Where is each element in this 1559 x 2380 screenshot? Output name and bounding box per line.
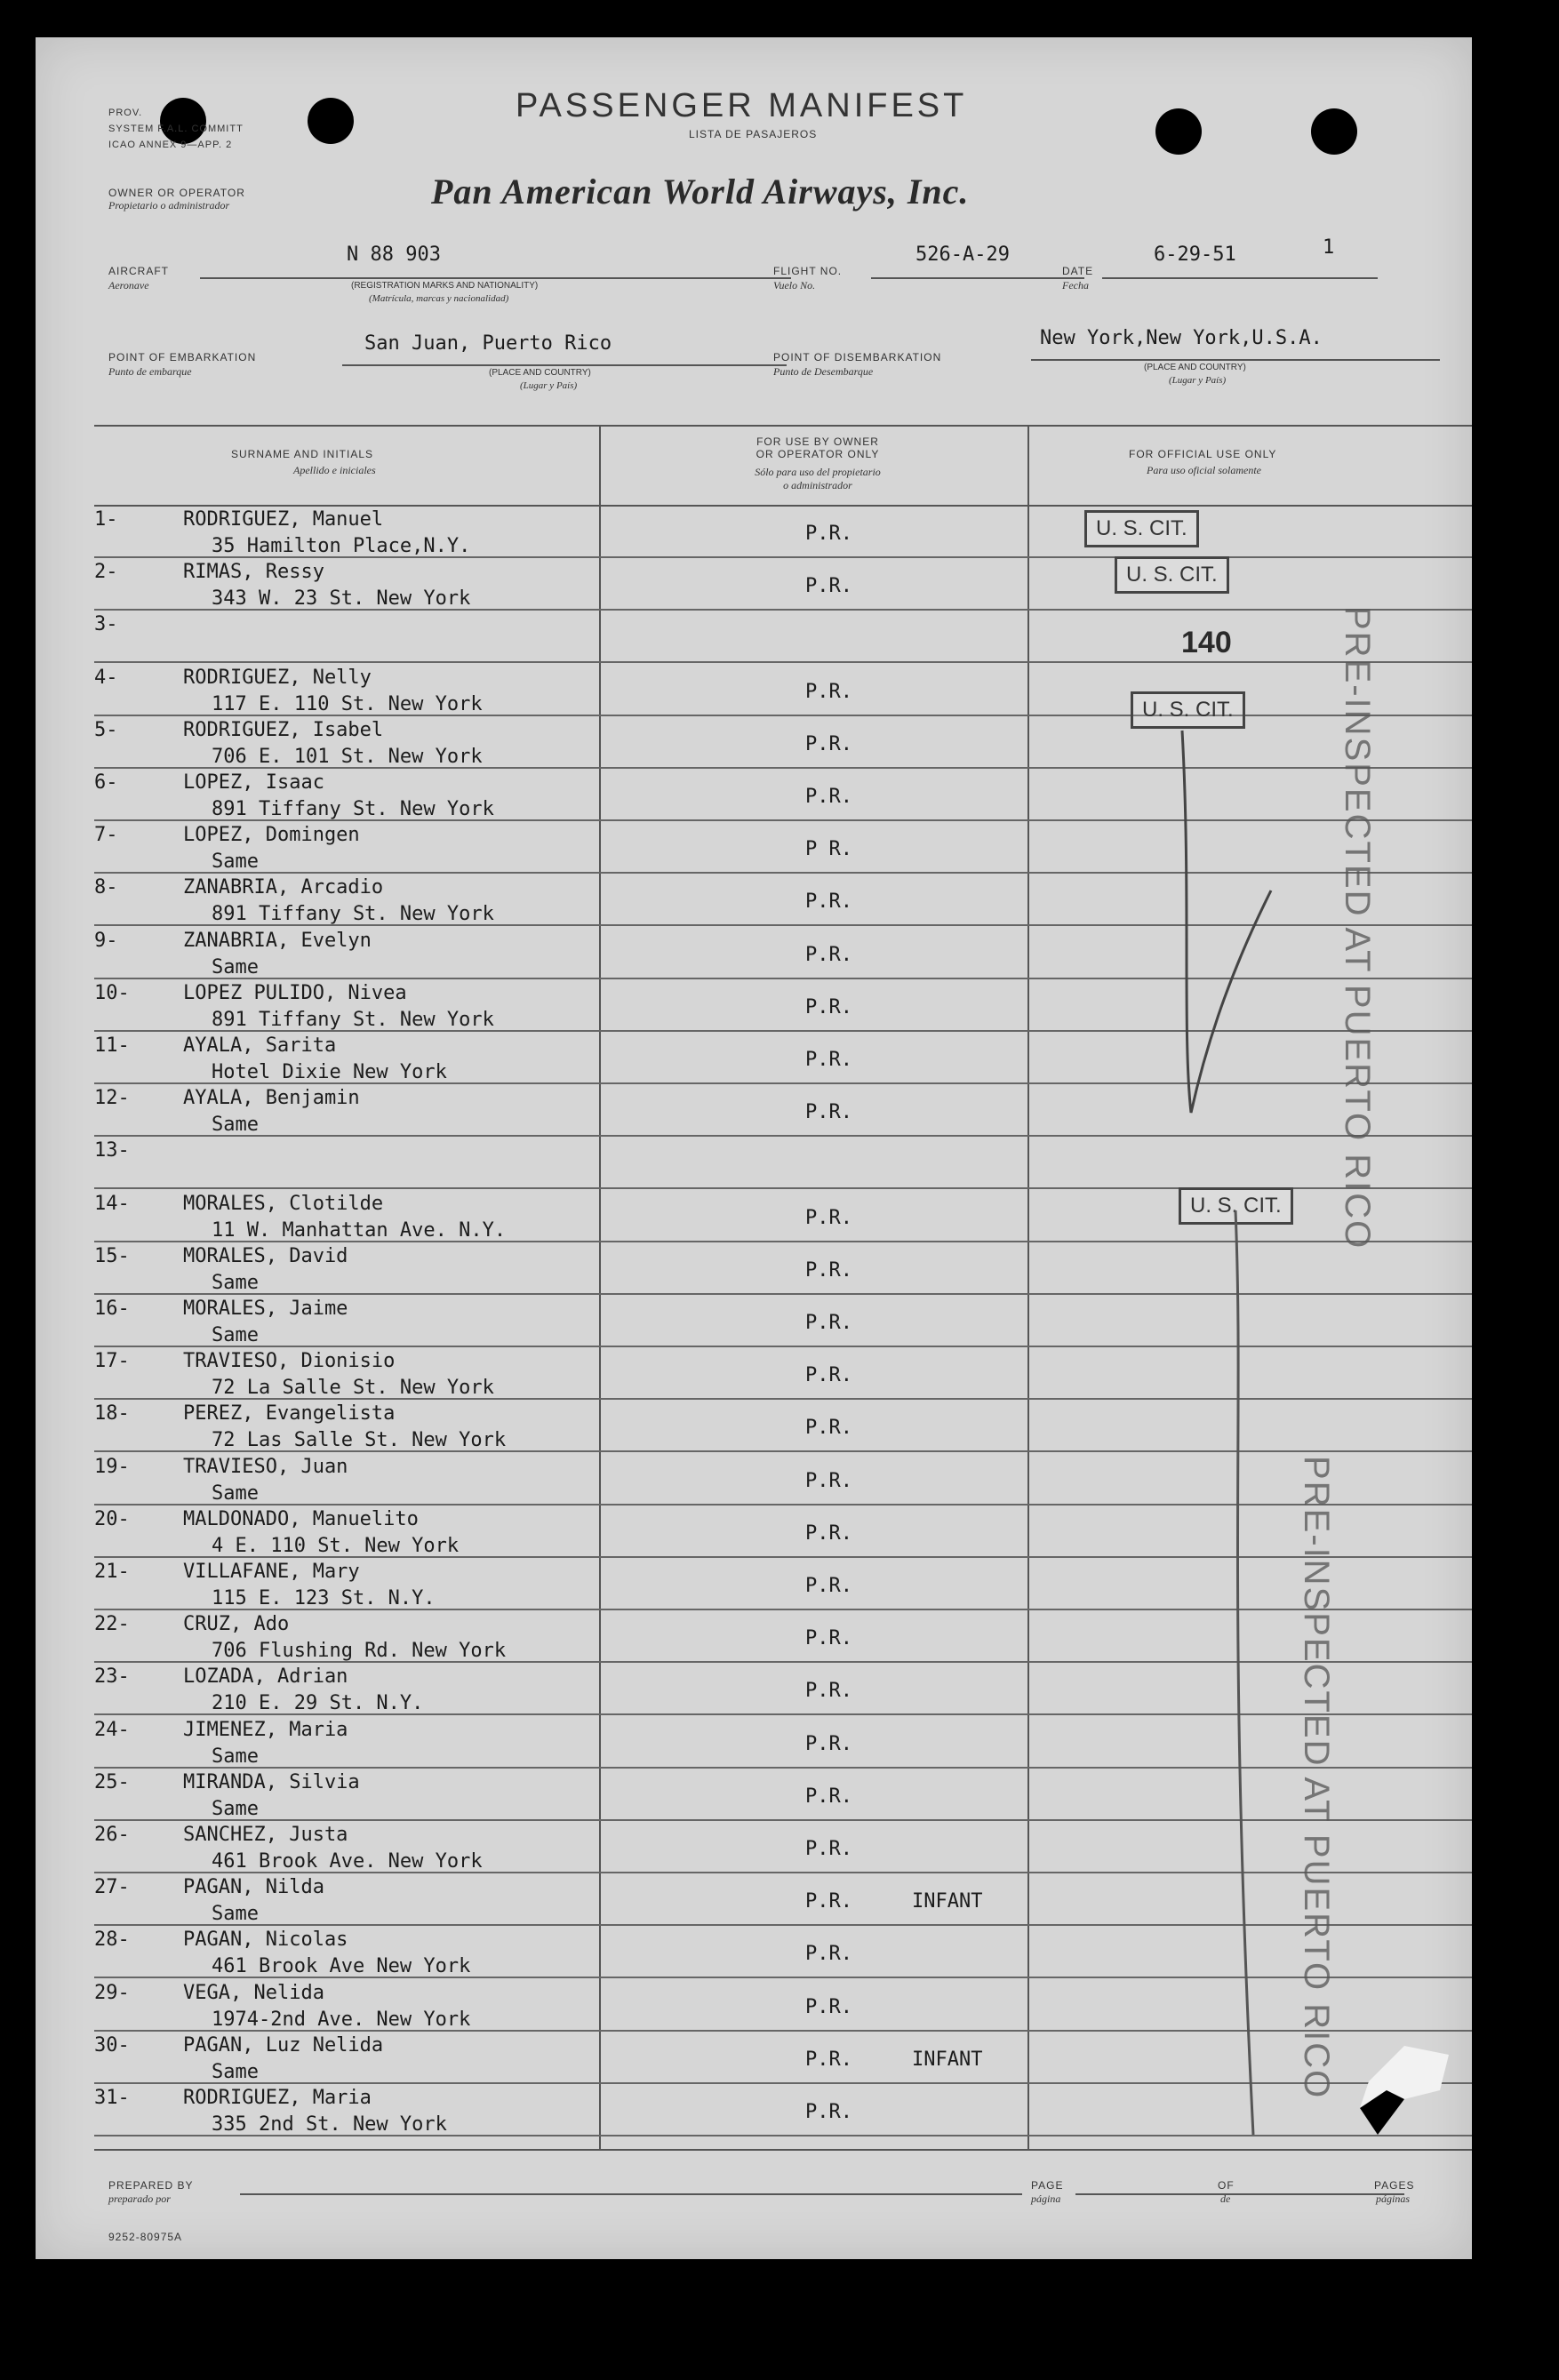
registration-value: N 88 903 [347, 244, 441, 266]
operator-code: P.R. [805, 732, 852, 755]
us-citizen-stamp: U. S. CIT. [1084, 510, 1199, 547]
passenger-address: Same [212, 851, 259, 874]
row-number: 12- [94, 1087, 130, 1110]
passenger-address: Hotel Dixie New York [212, 1061, 447, 1083]
embark-label-es: Punto de embarque [108, 365, 192, 378]
row-number: 13- [94, 1139, 130, 1162]
passenger-address: 891 Tiffany St. New York [212, 1008, 494, 1031]
flight-date: 6-29-51 [1154, 244, 1236, 266]
operator-code: P.R. [805, 1417, 852, 1440]
date-label-es: Fecha [1062, 279, 1089, 292]
embark-place-caption-es: (Lugar y País) [520, 380, 578, 391]
row-number: 2- [94, 561, 118, 584]
operator-code: P.R. [805, 891, 852, 914]
operator-code: P.R. [805, 2048, 852, 2071]
passenger-name: MALDONADO, Manuelito [183, 1507, 419, 1530]
pages-label-es: páginas [1376, 2192, 1411, 2205]
passenger-name: MORALES, Clotilde [183, 1192, 384, 1215]
footer-rule [94, 2149, 1472, 2151]
operator-code: P.R. [805, 1943, 852, 1966]
punch-hole [308, 98, 354, 144]
passenger-name: PAGAN, Nilda [183, 1876, 324, 1899]
table-top-rule [94, 425, 1472, 427]
row-number: 3- [94, 613, 118, 636]
passenger-address: Same [212, 1745, 259, 1768]
row-number: 15- [94, 1244, 130, 1267]
passenger-address: 115 E. 123 St. N.Y. [212, 1587, 436, 1609]
column-header-operator-es: Sólo para uso del propietario o administrador [755, 466, 881, 491]
operator-code: P.R. [805, 786, 852, 808]
passenger-address: 117 E. 110 St. New York [212, 692, 483, 715]
row-number: 25- [94, 1770, 130, 1793]
row-number: 20- [94, 1507, 130, 1530]
passenger-name: LOPEZ, Domingen [183, 824, 360, 847]
row-number: 9- [94, 929, 118, 952]
column-header-operator: FOR USE BY OWNER OR OPERATOR ONLY [756, 435, 880, 460]
column-header-official: FOR OFFICIAL USE ONLY [1129, 448, 1277, 460]
passenger-name: ZANABRIA, Arcadio [183, 876, 384, 899]
passenger-name: RODRIGUEZ, Maria [183, 2087, 372, 2109]
operator-code: P.R. [805, 1469, 852, 1492]
operator-code: P.R. [805, 943, 852, 966]
operator-code: P.R. [805, 1521, 852, 1545]
embark-label: POINT OF EMBARKATION [108, 351, 257, 363]
passenger-name: AYALA, Benjamin [183, 1087, 360, 1110]
column-header-surname: SURNAME AND INITIALS [231, 448, 374, 460]
embark-place-caption: (PLACE AND COUNTRY) [489, 368, 591, 378]
punch-hole [1311, 108, 1357, 155]
passenger-name: RODRIGUEZ, Nelly [183, 666, 372, 689]
form-number: 9252-80975A [108, 2231, 183, 2243]
row-number: 8- [94, 876, 118, 899]
row-number: 24- [94, 1718, 130, 1741]
page-label-es: página [1031, 2192, 1061, 2205]
operator-code: P.R. [805, 1258, 852, 1282]
pages-label: PAGES [1374, 2179, 1415, 2192]
row-number: 11- [94, 1034, 130, 1057]
operator-code: P.R. [805, 1206, 852, 1229]
operator-code: P.R. [805, 1364, 852, 1387]
row-number: 1- [94, 508, 118, 531]
row-number: 29- [94, 1981, 130, 2004]
owner-label-es: Propietario o administrador [108, 199, 230, 212]
punch-hole [1155, 108, 1202, 155]
row-number: 4- [94, 666, 118, 689]
of-label-es: de [1220, 2192, 1231, 2205]
row-number: 16- [94, 1298, 130, 1320]
registration-caption: (REGISTRATION MARKS AND NATIONALITY) [351, 281, 539, 291]
operator-code: P.R. [805, 1627, 852, 1650]
row-rule [94, 661, 1472, 663]
operator-code: P.R. [805, 1890, 852, 1913]
passenger-address: 461 Brook Ave. New York [212, 1850, 483, 1873]
owner-label: OWNER OR OPERATOR [108, 187, 245, 199]
operator-code: P.R. [805, 995, 852, 1018]
passenger-address: Same [212, 1114, 259, 1137]
passenger-address: 72 Las Salle St. New York [212, 1429, 507, 1452]
passenger-address: 72 La Salle St. New York [212, 1377, 494, 1400]
disembark-label-es: Punto de Desembarque [773, 365, 874, 378]
date-label: DATE [1062, 265, 1094, 277]
passenger-address: 706 E. 101 St. New York [212, 745, 483, 768]
manifest-page [36, 37, 1472, 2259]
prepared-by-label-es: preparado por [108, 2192, 171, 2205]
passenger-address: 891 Tiffany St. New York [212, 903, 494, 926]
disembark-place-caption-es: (Lugar y País) [1169, 375, 1227, 386]
passenger-name: ZANABRIA, Evelyn [183, 929, 372, 952]
passenger-name: TRAVIESO, Dionisio [183, 1350, 396, 1373]
aircraft-label-es: Aeronave [108, 279, 149, 292]
passenger-address: 1974-2nd Ave. New York [212, 2008, 471, 2031]
disembark-label: POINT OF DISEMBARKATION [773, 351, 942, 363]
of-label: OF [1218, 2179, 1235, 2192]
passenger-address: 461 Brook Ave New York [212, 1955, 471, 1978]
operator-code: P.R. [805, 523, 852, 545]
passenger-address: Same [212, 955, 259, 978]
passenger-row [94, 559, 1472, 611]
row-number: 18- [94, 1402, 130, 1426]
row-number: 31- [94, 2087, 130, 2109]
official-count: 140 [1181, 626, 1232, 659]
row-number: 7- [94, 824, 118, 847]
operator-code: P.R. [805, 1732, 852, 1755]
passenger-name: LOZADA, Adrian [183, 1665, 348, 1689]
row-number: 17- [94, 1350, 130, 1373]
preinspected-stamp: PRE-INSPECTED AT PUERTO RICO [1338, 606, 1377, 1250]
row-number: 30- [94, 2033, 130, 2057]
row-number: 21- [94, 1561, 130, 1583]
operator-code: P.R. [805, 575, 852, 598]
passenger-name: CRUZ, Ado [183, 1613, 290, 1636]
operator-code: P R. [805, 838, 852, 861]
row-number: 26- [94, 1824, 130, 1846]
registration-caption-es: (Matrícula, marcas y nacionalidad) [369, 293, 509, 304]
passenger-row [94, 507, 1472, 558]
passenger-address: Same [212, 1482, 259, 1505]
passenger-address: Same [212, 1271, 259, 1294]
passenger-address: 343 W. 23 St. New York [212, 587, 471, 611]
passenger-address: Same [212, 2060, 259, 2083]
operator-code: P.R. [805, 1838, 852, 1860]
disembarkation-value: New York,New York,U.S.A. [1040, 327, 1323, 349]
operator-code: P.R. [805, 1785, 852, 1808]
passenger-name: LOPEZ, Isaac [183, 771, 324, 794]
passenger-address: 891 Tiffany St. New York [212, 798, 494, 820]
passenger-name: MORALES, David [183, 1244, 348, 1267]
passenger-name: MORALES, Jaime [183, 1298, 348, 1320]
page-label: PAGE [1031, 2179, 1064, 2192]
passenger-name: JIMENEZ, Maria [183, 1718, 348, 1741]
row-rule [94, 609, 1472, 611]
us-citizen-stamp: U. S. CIT. [1179, 1187, 1293, 1225]
passenger-address: 210 E. 29 St. N.Y. [212, 1692, 424, 1715]
passenger-name: PAGAN, Nicolas [183, 1929, 348, 1952]
passenger-address: 11 W. Manhattan Ave. N.Y. [212, 1218, 507, 1242]
handwritten-bracket-mark [1155, 713, 1298, 2135]
passenger-name: LOPEZ PULIDO, Nivea [183, 981, 407, 1004]
operator-code: P.R. [805, 1101, 852, 1124]
operator-code: P.R. [805, 1575, 852, 1597]
operator-code: P.R. [805, 1312, 852, 1334]
passenger-name: RODRIGUEZ, Isabel [183, 718, 384, 741]
prepared-by-label: PREPARED BY [108, 2179, 194, 2192]
passenger-row [94, 665, 1472, 716]
passenger-row [94, 611, 1472, 663]
disembark-place-caption: (PLACE AND COUNTRY) [1144, 363, 1246, 372]
passenger-address: Same [212, 1324, 259, 1346]
row-number: 28- [94, 1929, 130, 1952]
operator-code: P.R. [805, 1995, 852, 2018]
preinspected-stamp: PRE-INSPECTED AT PUERTO RICO [1297, 1456, 1336, 2100]
row-rule [94, 2135, 1472, 2136]
passenger-address: 706 Flushing Rd. New York [212, 1640, 507, 1663]
row-number: 10- [94, 981, 130, 1004]
row-rule [94, 556, 1472, 558]
passenger-address: Same [212, 1903, 259, 1926]
operator-code: P.R. [805, 680, 852, 703]
us-citizen-stamp: U. S. CIT. [1131, 691, 1245, 729]
row-number: 19- [94, 1455, 130, 1478]
operator-name: Pan American World Airways, Inc. [431, 172, 970, 212]
passenger-address: 335 2nd St. New York [212, 2113, 447, 2136]
page-subtitle: LISTA DE PASAJEROS [689, 128, 818, 140]
passenger-name: SANCHEZ, Justa [183, 1824, 348, 1846]
flight-label-es: Vuelo No. [773, 279, 816, 292]
passenger-name: RODRIGUEZ, Manuel [183, 508, 384, 531]
row-number: 5- [94, 718, 118, 741]
operator-code: P.R. [805, 2101, 852, 2123]
flight-number: 526-A-29 [915, 244, 1010, 266]
row-number: 22- [94, 1613, 130, 1636]
row-number: 14- [94, 1192, 130, 1215]
us-citizen-stamp: U. S. CIT. [1115, 556, 1229, 594]
passenger-name: PAGAN, Luz Nelida [183, 2033, 384, 2057]
column-header-surname-es: Apellido e iniciales [293, 464, 376, 476]
passenger-name: VEGA, Nelida [183, 1981, 324, 2004]
flight-label: FLIGHT NO. [773, 265, 843, 277]
passenger-name: TRAVIESO, Juan [183, 1455, 348, 1478]
operator-code: P.R. [805, 1049, 852, 1071]
aircraft-label: AIRCRAFT [108, 265, 169, 277]
passenger-name: RIMAS, Ressy [183, 561, 324, 584]
passenger-address: Same [212, 1797, 259, 1820]
row-number: 27- [94, 1876, 130, 1899]
passenger-name: MIRANDA, Silvia [183, 1770, 360, 1793]
passenger-name: AYALA, Sarita [183, 1034, 337, 1057]
row-number: 23- [94, 1665, 130, 1689]
passenger-name: PEREZ, Evangelista [183, 1402, 396, 1426]
page-mark: 1 [1323, 236, 1335, 259]
passenger-address: 4 E. 110 St. New York [212, 1534, 460, 1557]
operator-note: INFANT [912, 1890, 983, 1913]
embarkation-value: San Juan, Puerto Rico [364, 332, 612, 355]
column-header-official-es: Para uso oficial solamente [1147, 464, 1261, 476]
page-title: PASSENGER MANIFEST [516, 87, 968, 124]
passenger-name: VILLAFANE, Mary [183, 1561, 360, 1583]
row-number: 6- [94, 771, 118, 794]
form-reference: PROV. SYSTEM F.A.L. COMMITT ICAO ANNEX 9—APP. 2 [108, 108, 244, 150]
torn-corner [1351, 2037, 1458, 2135]
passenger-address: 35 Hamilton Place,N.Y. [212, 535, 471, 557]
operator-code: P.R. [805, 1680, 852, 1703]
operator-note: INFANT [912, 2048, 983, 2071]
